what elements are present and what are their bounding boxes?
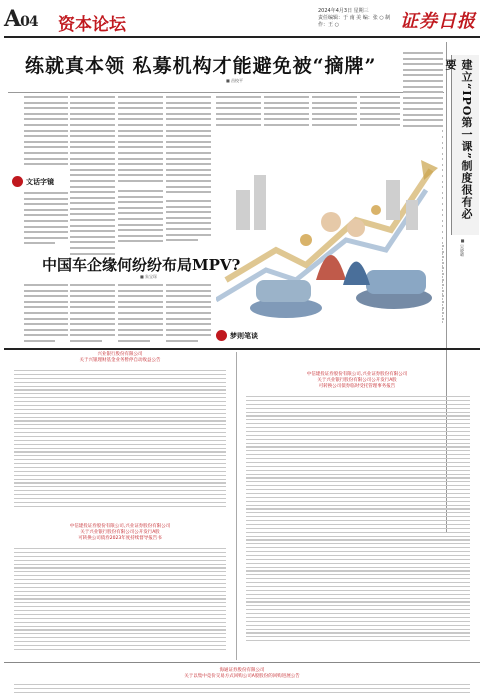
notice-center-title: 中信建投证券股份有限公司,兴业证券股份有限公司 关于兴业银行股份有限公司公开发行A股 可转换公司债券临时受托管理事务报告 [306, 372, 408, 389]
notice-bottom-title: 海通证券股份有限公司 关于以集中竞价交易方式回购公司A股股份的回购进展公告 [184, 668, 300, 679]
illustration-graphic [216, 130, 442, 325]
bottom-notice-rule [4, 662, 480, 663]
article-second-col4 [166, 284, 211, 342]
page-num: 04 [20, 14, 38, 30]
column-logo-icon-mid [216, 330, 227, 341]
columnist-badge-mid [216, 330, 258, 341]
page-number [4, 6, 38, 32]
section-title: 资本论坛 [58, 15, 126, 35]
article-illustration [216, 130, 442, 325]
header-rule [4, 36, 480, 38]
notice-left-top-body [14, 370, 226, 518]
column-logo-icon [12, 176, 23, 187]
article-main-col1b [24, 192, 68, 244]
page-letter: A [4, 6, 21, 32]
author-main: ■ 昌校平 [226, 78, 244, 83]
badge-left-label: 文话字镜 [26, 176, 54, 186]
article-main-col8 [360, 96, 400, 132]
headline-second: 中国车企缘何纷纷布局MPV? [42, 256, 241, 274]
notice-left-bottom-body [14, 548, 226, 656]
notices-divider [236, 352, 237, 660]
header-meta [318, 8, 398, 29]
article-main-col1 [24, 96, 68, 166]
article-main-col5 [216, 96, 261, 132]
notice-left-top-title: 兴业银行股份有限公司 关于兴银理财基金业务暂停自动收益公告 [79, 352, 161, 363]
article-main-col4b [166, 200, 211, 245]
article-main-col4 [166, 96, 211, 196]
author-second: ■ 朱宝琛 [140, 274, 158, 279]
right-author: ■ 吴晓璐 [460, 238, 465, 257]
article-main-col7 [312, 96, 357, 132]
article-main-col3b [118, 190, 163, 245]
editor-line: 责任编辑：于 南 美 编：张 ○ 制 作：王 ○ [318, 15, 391, 28]
newspaper-logo: 证券日报 [400, 11, 476, 32]
notice-left-bottom-title: 中信建投证券股份有限公司,兴业证券股份有限公司 关于兴业银行股份有限公司公开发行A股 可转换公司债券2023年度持续督导报告书 [69, 524, 171, 541]
article-main-col3 [118, 96, 163, 186]
notice-center-body [246, 396, 470, 654]
article-second-col1 [24, 284, 68, 342]
date-line: 2024年4月3日 星期三 [318, 8, 369, 14]
right-headline: 建立“IPO第一课”制度很有必要 [451, 55, 479, 235]
badge-mid-label: 梦则笔谈 [230, 330, 258, 340]
notice-bottom-body [14, 684, 470, 698]
article-main-col2 [70, 96, 115, 256]
article-rule [8, 92, 444, 93]
columnist-badge-left [12, 176, 54, 187]
article-main-col6 [264, 96, 309, 132]
article-second-col3 [118, 284, 163, 342]
article-second-col2 [70, 284, 115, 342]
headline-main: 练就真本领 私募机构才能避免被“摘牌” [25, 55, 377, 77]
notices-rule [4, 348, 480, 350]
